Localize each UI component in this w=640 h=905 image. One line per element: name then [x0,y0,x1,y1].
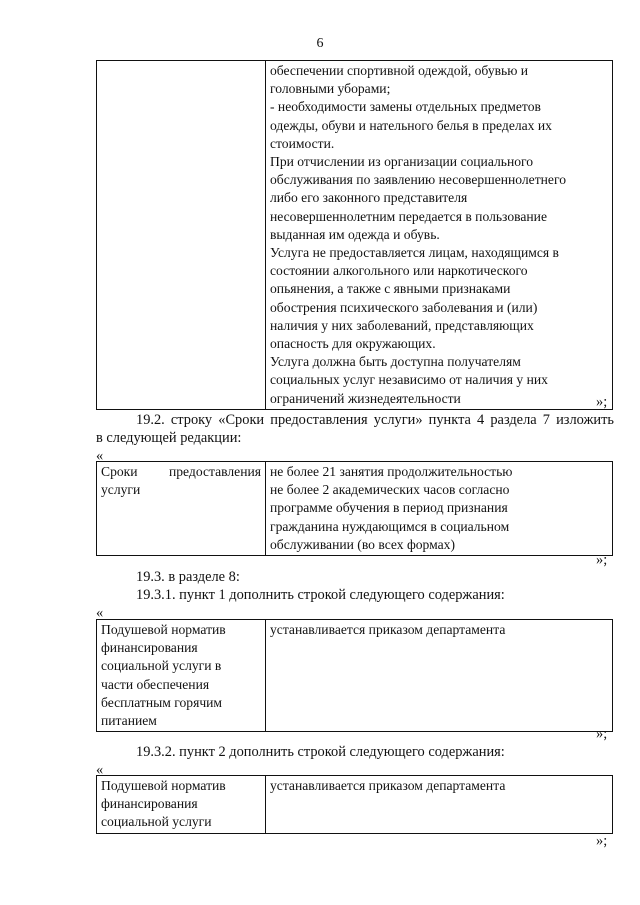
text-line: ограничений жизнедеятельности [270,390,461,406]
page-number: 6 [316,36,324,51]
text-line: устанавливается приказом департамента [270,778,506,793]
funding-standard-table-2 [96,775,613,834]
table-cell-value [266,462,613,556]
text-line: не более 21 занятия продолжительностью [270,464,513,479]
text-line: питанием [101,713,157,729]
text-line: социальных услуг независимо от наличия у них [270,372,548,388]
text-line: социальной услуги [101,814,212,830]
text-line: программе обучения в период признания [270,500,508,516]
text-line: устанавливается приказом департамента [270,622,506,637]
closing-quote: »; [596,552,608,568]
text-line: не более 2 академических часов согласно [270,482,510,498]
text-line: обеспечении спортивной одеждой, обувью и [270,63,529,78]
table-cell-label [97,620,266,732]
text-line: состоянии алкогольного или наркотического [270,263,528,279]
text-line: социальной услуги в [101,658,222,674]
text-line: обслуживании (во всех формах) [270,536,456,552]
closing-quote: »; [596,394,608,410]
paragraph-19-3-2: 19.3.2. пункт 2 дополнить строкой следующего содержания: [136,744,505,760]
paragraph-19-3-1: 19.3.1. пункт 1 дополнить строкой следующего содержания: [136,587,505,603]
text-line: Подушевой норматив [101,778,226,793]
text-line: финансирования [101,640,198,656]
table-cell-value [266,620,613,732]
text-line: головными уборами; [270,81,391,97]
table-cell-label [97,776,266,834]
terms-label-line: Сроки предоставления [101,464,261,479]
table-cell-left-empty [97,61,266,410]
closing-quote: »; [596,726,608,742]
text-line: финансирования [101,796,198,812]
text-line: одежды, обуви и нательного белья в пределах их [270,117,552,133]
text-line: обслуживания по заявлению несовершеннолетнего [270,172,566,188]
opening-quote: « [96,448,104,464]
terms-label-line: услуги [101,482,141,498]
table-cell-value [266,776,613,834]
table-cell-label [97,462,266,556]
text-line: части обеспечения [101,676,210,692]
text-line: Подушевой норматив [101,622,226,637]
text-line: Услуга должна быть доступна получателям [270,354,521,370]
service-description-table [96,60,613,410]
text-line: выданная им одежда и обувь. [270,226,440,242]
text-line: наличия у них заболеваний, представляющих [270,317,534,333]
text-line: несовершеннолетним передается в пользование [270,208,547,224]
text-line: опасность для окружающих. [270,336,436,352]
text-line: стоимости. [270,135,335,151]
text-line: гражданина нуждающимся в социальном [270,518,510,534]
paragraph-19-2-continued: в следующей редакции: [96,430,242,446]
text-line: бесплатным горячим [101,694,223,710]
funding-standard-table-1 [96,619,613,732]
table-cell-description [266,61,613,410]
text-line: либо его законного представителя [270,190,468,206]
opening-quote: « [96,762,104,778]
closing-quote: »; [596,833,608,849]
text-line: - необходимости замены отдельных предметов [270,99,541,115]
text-line: обострения психического заболевания и (или) [270,299,538,315]
paragraph-19-2: 19.2. строку «Сроки предоставления услуги» пункта 4 раздела 7 изложить [136,412,614,428]
text-line: Услуга не предоставляется лицам, находящимся в [270,245,559,261]
text-line: При отчислении из организации социального [270,154,534,170]
text-line: опьянения, а также с явными признаками [270,281,511,297]
service-terms-table [96,461,613,556]
paragraph-19-3: 19.3. в разделе 8: [136,569,240,585]
opening-quote: « [96,605,104,621]
